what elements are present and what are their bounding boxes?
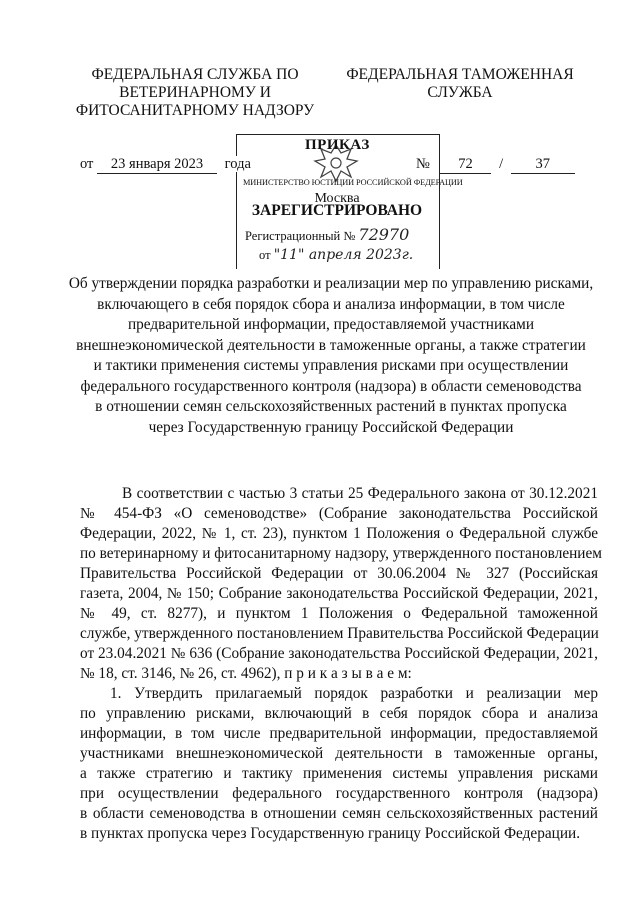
document-title — [60, 274, 602, 438]
registration-stamp — [236, 134, 463, 269]
order-number-line — [416, 156, 575, 174]
stamp-date-line — [259, 247, 439, 263]
body-line: в пунктах пропуска через Государственную границу Российской Федерации. — [80, 825, 581, 842]
order-date-prefix: от — [80, 156, 94, 172]
body-line: участниками внешнеэкономической деятельности в таможенные органы, — [80, 745, 598, 762]
agency-right — [340, 66, 580, 102]
body-line: информации, в том числе предварительной информации, предоставляемой — [80, 725, 598, 742]
body-line: при осуществлении федерального государственного контроля (надзора) — [80, 785, 598, 802]
agency-right-line: ФЕДЕРАЛЬНАЯ ТАМОЖЕННАЯ — [346, 66, 574, 83]
order-kind: ПРИКАЗ — [305, 137, 370, 153]
body-line: 1. Утвердить прилагаемый порядок разработки и реализации мер — [110, 685, 598, 702]
title-line: федерального государственного контроля (надзора) в области семеноводства — [80, 377, 582, 395]
order-item-paragraph — [80, 684, 598, 844]
title-line: через Государственную границу Российской Федерации — [148, 418, 514, 436]
title-line: в отношении семян сельскохозяйственных растений в пунктах пропуска — [95, 398, 567, 415]
title-line: Об утверждении порядка разработки и реализации мер по управлению рисками, — [68, 275, 594, 292]
agency-right-line: СЛУЖБА — [427, 84, 493, 101]
stamp-reg-number: 72970 — [358, 225, 410, 244]
body-line: № 454-ФЗ «О семеноводстве» (Собрание законодательства Российской — [80, 505, 598, 522]
order-number-1: 72 — [439, 156, 491, 174]
body-line: по ветеринарному и фитосанитарному надзору, утвержденного постановлением — [80, 545, 602, 562]
order-number-2: 37 — [511, 156, 575, 174]
order-date-suffix: года — [224, 156, 251, 172]
body-line: службе, утвержденного постановлением Правительства Российской Федерации — [80, 625, 599, 642]
preamble-paragraph — [80, 484, 602, 684]
title-line: предварительной информации, предоставляемой участниками — [127, 316, 535, 333]
title-line: внешнеэкономической деятельности в таможенные органы, а также стратегии — [76, 336, 586, 354]
body-line: по управлению рисками, включающий в себя порядок сбора и анализа — [80, 705, 598, 722]
body-line: В соответствии с частью 3 статьи 25 Федерального закона от 30.12.2021 — [122, 485, 598, 502]
stamp-reg-label: Регистрационный № — [245, 229, 356, 243]
order-number-separator: / — [499, 156, 504, 172]
stamp-status: ЗАРЕГИСТРИРОВАНО — [251, 202, 423, 219]
stamp-ministry: МИНИСТЕРСТВО ЮСТИЦИИ РОССИЙСКОЙ ФЕДЕРАЦИИ — [243, 178, 463, 187]
body-line: от 23.04.2021 № 636 (Собрание законодательства Российской Федерации, 2021, — [80, 645, 598, 662]
title-line: включающего в себя порядок сбора и анализа информации, в том числе — [97, 295, 565, 313]
body-line: № 18, ст. 3146, № 26, ст. 4962), п р и к а з ы в а е м: — [80, 665, 412, 682]
stamp-date-value: "11" апреля 2023г. — [273, 247, 414, 263]
body-line: № 49, ст. 8277), и пунктом 1 Положения о Федеральной таможенной — [80, 605, 598, 622]
body-line: газета, 2004, № 150; Собрание законодательства Российской Федерации, 2021, — [80, 585, 598, 602]
body-line: Федерации, 2022, № 1, ст. 23), пунктом 1 Положения о Федеральной службе — [80, 525, 598, 542]
body-line: в области семеноводства в отношении семян сельскохозяйственных растений — [80, 805, 598, 822]
agency-left-line: ФЕДЕРАЛЬНАЯ СЛУЖБА ПО — [91, 66, 299, 83]
body-line: Правительства Российской Федерации от 30.06.2004 № 327 (Российская — [80, 565, 598, 582]
order-date-line — [80, 156, 251, 174]
stamp-reg-line — [245, 225, 439, 244]
order-number-label: № — [416, 156, 430, 172]
agency-left — [70, 66, 320, 120]
title-line: и тактики применения системы управления рисками при осуществлении — [93, 357, 569, 374]
stamp-date-prefix: от — [259, 248, 271, 262]
body-line: а также стратегию и тактику применения системы управления рисками — [80, 765, 598, 782]
stamp-city: Москва — [314, 191, 360, 206]
agency-left-line: ФИТОСАНИТАРНОМУ НАДЗОРУ — [75, 102, 315, 119]
agency-left-line: ВЕТЕРИНАРНОМУ И — [119, 84, 271, 101]
order-date-value: 23 января 2023 — [97, 156, 217, 174]
